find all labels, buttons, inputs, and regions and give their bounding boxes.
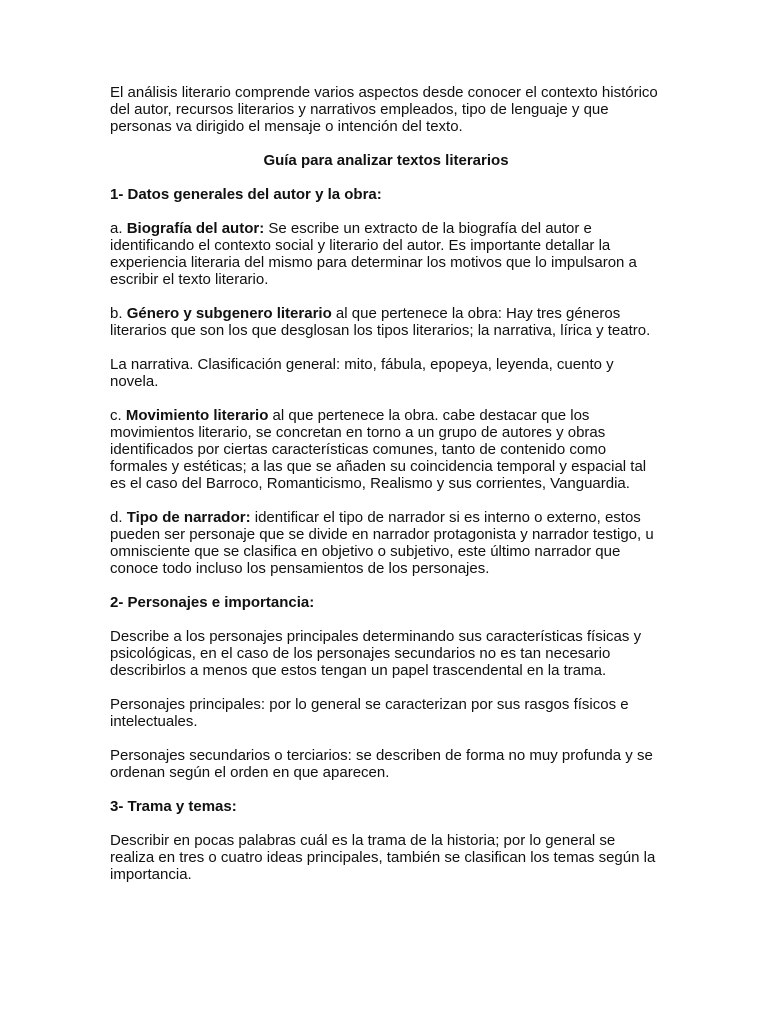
item-a-term: Biografía del autor: [126,220,265,237]
item-c-paragraph [110,407,662,492]
narrativa-paragraph: La narrativa. Clasificación general: mito, fábula, epopeya, leyenda, cuento y novela. [110,356,614,390]
section-3-heading: 3- Trama y temas: [110,798,237,815]
item-c-term: Movimiento literario [125,407,269,424]
item-c-prefix: c. [110,407,126,424]
item-a-text: Se escribe un extracto de la biografía del autor e identificando el contexto social y literario del autor. Es importante detallar la experiencia literaria del mismo para determinar los motivos que lo impulsaron a escribir el texto literario. [110,220,637,288]
section-3-paragraph-1: Describir en pocas palabras cuál es la trama de la historia; por lo general se realiza en tres o cuatro ideas principales, también se clasifican los temas según la importancia. [110,832,656,883]
item-a-prefix: a. [110,220,127,237]
item-b-paragraph [110,305,662,339]
item-b-term: Género y subgenero literario [126,305,332,322]
section-1-heading: 1- Datos generales del autor y la obra: [110,186,382,203]
section-2-paragraph-2: Personajes principales: por lo general se caracterizan por sus rasgos físicos e intelectuales. [110,696,629,730]
document-page [110,84,662,900]
item-d-paragraph [110,509,662,577]
item-b-text: al que pertenece la obra: Hay tres géneros literarios que son los que desglosan los tipos literarios; la narrativa, lírica y teatro. [110,305,651,339]
item-d-text: identificar el tipo de narrador si es interno o externo, estos pueden ser personaje que se divide en narrador protagonista y narrador testigo, u omnisciente que se clasifica en objetivo o subjetivo, este último narrador que conoce todo incluso los pensamientos de los personajes. [110,509,654,577]
item-d-term: Tipo de narrador: [126,509,251,526]
section-2-paragraph-3: Personajes secundarios o terciarios: se describen de forma no muy profunda y se ordenan según el orden en que aparecen. [110,747,653,781]
section-2-heading: 2- Personajes e importancia: [110,594,315,611]
document-title: Guía para analizar textos literarios [263,152,509,169]
item-d-prefix: d. [110,509,127,526]
intro-paragraph: El análisis literario comprende varios aspectos desde conocer el contexto histórico del autor, recursos literarios y narrativos empleados, tipo de lenguaje y que personas va dirigido el mensaje o intención del texto. [110,84,658,135]
item-c-text: al que pertenece la obra. cabe destacar que los movimientos literario, se concretan en torno a un grupo de autores y obras identificados por ciertas características comunes, tanto de contenido como formales y estéticas; a las que se añaden su coincidencia temporal y espacial tal es el caso del Barroco, Romanticismo, Realismo y sus corrientes, Vanguardia. [110,407,647,492]
section-2-paragraph-1: Describe a los personajes principales determinando sus características físicas y psicológicas, en el caso de los personajes secundarios no es tan necesario describirlos a menos que estos tengan un papel trascendental en la trama. [110,628,642,679]
item-b-prefix: b. [110,305,127,322]
item-a-paragraph [110,220,662,288]
